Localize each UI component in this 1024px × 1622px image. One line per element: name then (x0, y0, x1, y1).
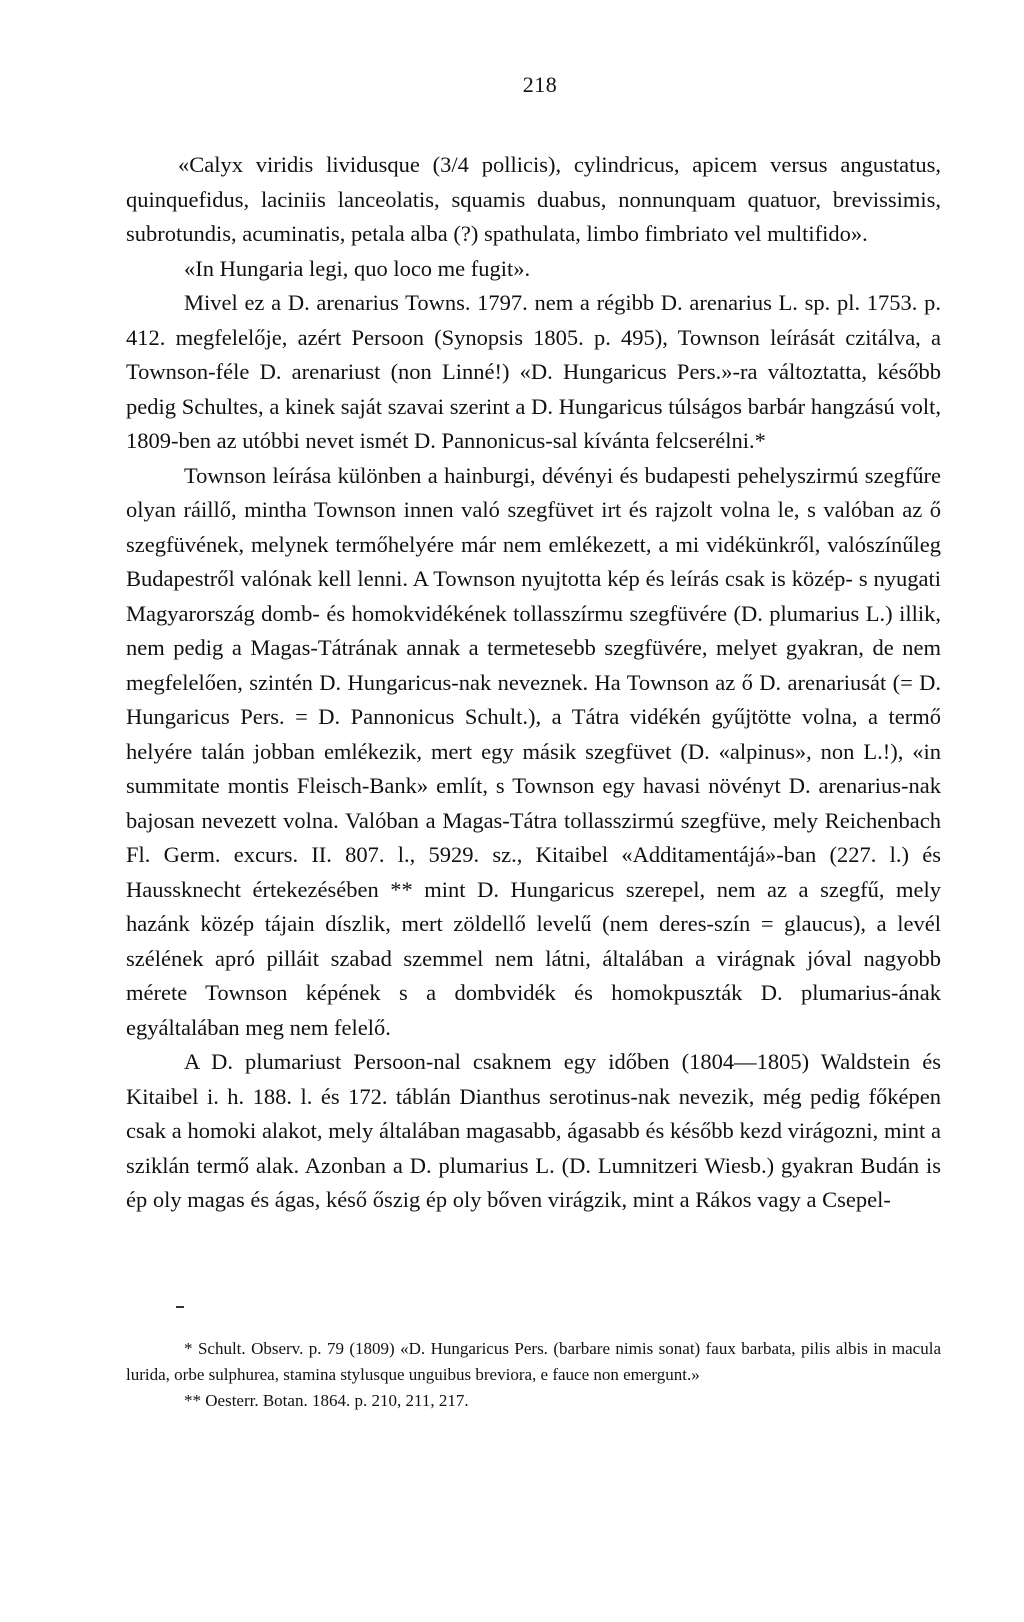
footnote-1: * Schult. Observ. p. 79 (1809) «D. Hungaricus Pers. (barbare nimis sonat) faux barbata, pilis albis in macula lurida, orbe sulphurea, stamina stylusque unguibus breviora, e fauce non emergunt.» (126, 1339, 941, 1384)
latin-description-paragraph: «Calyx viridis lividusque (3/4 pollicis), cylindricus, apicem versus angustatus, quinquefidus, laciniis lanceolatis, squamis duabus, nonnunquam quatuor, brevissimis, subrotundis, acuminatis, petala alba (?) spathulata, limbo fimbriato vel multifido». (126, 152, 941, 246)
body-text (126, 148, 941, 1218)
nomenclature-paragraph: Mivel ez a D. arenarius Towns. 1797. nem a régibb D. arenarius L. sp. pl. 1753. p. 412. megfelelője, azért Persoon (Synopsis 1805. p. 495), Townson leírását czitálva, a Townson-féle D. arenariust (non Linné!) «D. Hungaricus Pers.»-ra változtatta, később pedig Schultes, a kinek saját szavai szerint a D. Hungaricus túlságos barbár hangzású volt, 1809-ben az utóbbi nevet ismét D. Pannonicus-sal kívánta felcserélni.* (126, 290, 941, 453)
footnote-separator (176, 1306, 184, 1308)
townson-description-paragraph: Townson leírása különben a hainburgi, dévényi és budapesti pehelyszirmú szegfűre olyan ráillő, mintha Townson innen való szegfüvet irt és rajzolt volna le, s valóban az ő szegfüvének, melynek termőhelyére már nem emlékezett, a mi vidékünkről, valószínűleg Budapestről valónak kell lenni. A Townson nyujtotta kép és leírás csak is közép- s nyugati Magyarország domb- és homokvidékének tollasszírmu szegfüvére (D. plumarius L.) illik, nem pedig a Magas-Tátrának annak a termetesebb szegfüvére, melyet gyakran, de nem megfelelően, szintén D. Hungaricus-nak neveznek. Ha Townson az ő D. arenariusát (= D. Hungaricus Pers. = D. Pannonicus Schult.), a Tátra vidékén gyűjtötte volna, a termő helyére talán jobban emlékezik, mert egy másik szegfüvet (D. «alpinus», non L.!), «in summitate montis Fleisch-Bank» említ, s Townson egy havasi növényt D. arenarius-nak bajosan nevezett volna. Valóban a Magas-Tátra tollasszirmú szegfüve, mely Reichenbach Fl. Germ. excurs. II. 807. l., 5929. sz., Kitaibel «Additamentájá»-ban (227. l.) és Haussknecht értekezésében ** mint D. Hungaricus szerepel, nem az a szegfű, mely hazánk közép tájain díszlik, mert zöldellő levelű (nem deres-szín = glaucus), a levél szélének apró pilláit szabad szemmel nem látni, általában a virágnak jóval nagyobb mérete Townson képének s a dombvidék és homokpuszták D. plumarius-ának egyáltalában meg nem felelő. (126, 462, 941, 1040)
footnote-2: ** Oesterr. Botan. 1864. p. 210, 211, 217. (184, 1391, 469, 1410)
footnotes (126, 1336, 941, 1414)
page-number: 218 (522, 72, 558, 97)
locality-quote-paragraph: «In Hungaria legi, quo loco me fugit». (184, 255, 531, 281)
plumarius-paragraph: A D. plumariust Persoon-nal csaknem egy időben (1804—1805) Waldstein és Kitaibel i. h. 188. l. és 172. táblán Dianthus serotinus-nak nevezik, még pedig főképen csak a homoki alakot, mely általában magasabb, ágasabb és később kezd virágozni, mint a sziklán termő alak. Azonban a D. plumarius L. (D. Lumnitzeri Wiesb.) gyakran Budán is ép oly magas és ágas, késő őszig ép oly bőven virágzik, mint a Rákos vagy a Csepel- (126, 1049, 941, 1212)
